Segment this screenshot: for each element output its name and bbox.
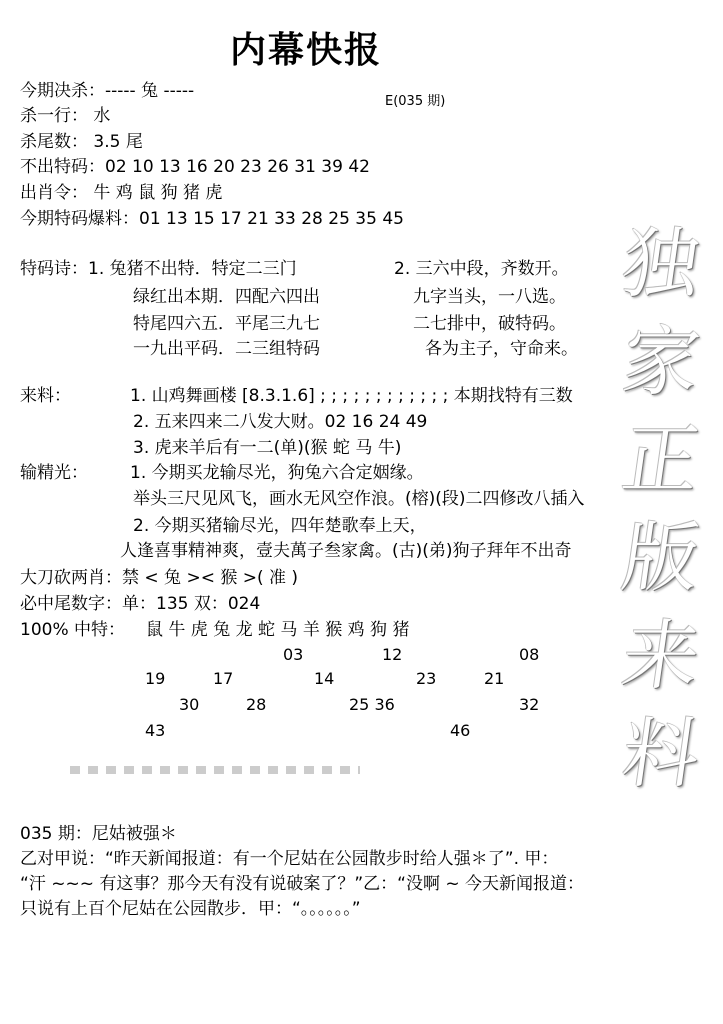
source-item-1: 1. 山鸡舞画楼 [8.3.1.6] ; ; ; ; ; ; ; ; ; ; ; ; 本期找特有三数 <box>130 386 573 406</box>
special-hot-line: 今期特码爆料：01 13 15 17 21 33 28 25 35 45 <box>20 209 404 229</box>
grid-number: 43 <box>145 721 166 740</box>
poem-right-4: 各为主子，守命来。 <box>425 339 578 359</box>
lose-item-2: 举头三尺见风飞，画水无风空作浪。(榕)(段)二四修改八插入 <box>133 489 585 509</box>
grid-number: 25 36 <box>349 695 395 714</box>
poem-right-2: 九字当头，一八选。 <box>413 287 566 307</box>
not-special-line: 不出特码：02 10 13 16 20 23 26 31 39 42 <box>20 157 370 177</box>
watermark <box>616 215 706 803</box>
page-title: 内幕快报 <box>230 30 383 71</box>
poem-left-4: 一九出平码．二三组特码 <box>133 339 320 359</box>
watermark-char: 独 <box>616 219 706 308</box>
source-label: 来料： <box>20 386 71 406</box>
lose-item-1: 1. 今期买龙输尽光，狗兔六合定姻缘。 <box>130 463 424 483</box>
tail-nums-line: 必中尾数字：单：135 双：024 <box>20 594 261 614</box>
poem-right-3: 二七排中，破特码。 <box>413 314 566 334</box>
grid-number: 32 <box>519 695 540 714</box>
lose-item-3: 2. 今期买猪输尽光，四年楚歌奉上天， <box>133 516 427 536</box>
poem-left-1: 特码诗：1. 兔猪不出特．特定二三门 <box>20 259 297 279</box>
joke-title: 035 期：尼姑被强＊ <box>20 824 177 844</box>
joke-line-3: 只说有上百个尼姑在公园散步．甲：“。。。。。。” <box>20 899 361 919</box>
sure-label: 100% 中特： <box>20 620 126 640</box>
poem-right-1: 2. 三六中段，齐数开。 <box>394 259 569 279</box>
kill-tail-line: 杀尾数： 3.5 尾 <box>20 132 143 152</box>
source-item-2: 2. 五来四来二八发大财。02 16 24 49 <box>133 412 428 432</box>
grid-number: 14 <box>314 669 335 688</box>
grid-number: 08 <box>519 645 540 664</box>
lose-label: 输精光： <box>20 463 88 483</box>
watermark-char: 版 <box>616 513 706 602</box>
poem-left-2: 绿红出本期．四配六四出 <box>133 287 320 307</box>
watermark-char: 料 <box>616 709 706 798</box>
poem-left-3: 特尾四六五．平尾三九七 <box>133 314 320 334</box>
grid-number: 17 <box>213 669 234 688</box>
joke-line-2: “汗 ~~~ 有这事？那今天有没有说破案了？”乙：“没啊 ~ 今天新闻报道： <box>20 874 585 894</box>
out-zodiac-line: 出肖令： 牛 鸡 鼠 狗 猪 虎 <box>20 183 223 203</box>
grid-number: 30 <box>179 695 200 714</box>
grid-number: 21 <box>484 669 505 688</box>
grid-number: 03 <box>283 645 304 664</box>
grid-number: 23 <box>416 669 437 688</box>
watermark-char: 家 <box>616 317 706 406</box>
source-item-3: 3. 虎来羊后有一二(单)(猴 蛇 马 牛) <box>133 438 402 458</box>
watermark-char: 来 <box>616 611 706 700</box>
grid-number: 19 <box>145 669 166 688</box>
joke-line-1: 乙对甲说：“昨天新闻报道：有一个尼姑在公园散步时给人强＊了”. 甲： <box>20 849 559 869</box>
lose-item-4: 人逢喜事精神爽，壹夫萬子叁家禽。(古)(弟)狗子拜年不出奇 <box>120 541 572 561</box>
kill-zodiac-line: 今期决杀：----- 兔 ----- <box>20 81 195 101</box>
watermark-char: 正 <box>616 415 706 504</box>
big-knife-line: 大刀砍两肖：禁 < 兔 >< 猴 >( 准 ) <box>20 568 299 588</box>
smudge-line <box>70 766 360 774</box>
grid-number: 46 <box>450 721 471 740</box>
kill-element-line: 杀一行： 水 <box>20 106 111 126</box>
zodiac-list: 鼠 牛 虎 兔 龙 蛇 马 羊 猴 鸡 狗 猪 <box>146 620 410 640</box>
grid-number: 28 <box>246 695 267 714</box>
issue-tag: E(035 期) <box>385 94 446 109</box>
grid-number: 12 <box>382 645 403 664</box>
